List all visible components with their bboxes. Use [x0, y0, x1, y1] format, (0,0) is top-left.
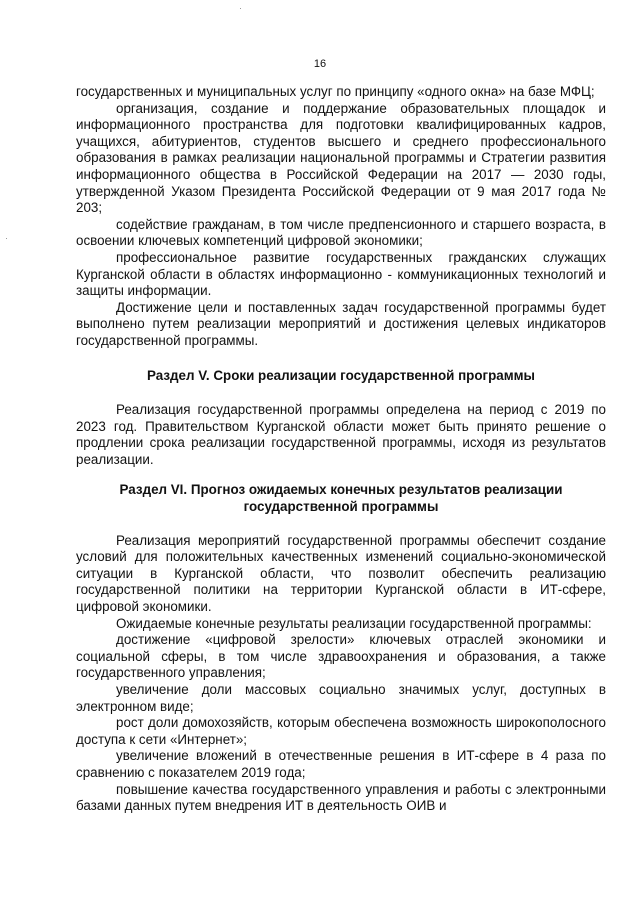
list-item: достижение «цифровой зрелости» ключевых отраслей экономики и социальной сферы, в том числе здравоохранения и образования, а также государственного управления; — [76, 632, 606, 681]
scan-speck — [240, 8, 241, 9]
section-heading: Раздел V. Сроки реализации государственной программы — [147, 367, 535, 383]
paragraph: организация, создание и поддержание образовательных площадок и информационного пространства для подготовки квалифицированных кадров, учащихся, абитуриентов, студентов высшего и среднего профессионального образования в рамках реализации национальной программы и Стратегии развития информационного общества в Российской Федерации на 2017 — 2030 годы, утвержденной Указом Президента Российской Федерации от 9 мая 2017 года № 203; — [76, 100, 606, 216]
paragraph: Достижение цели и поставленных задач государственной программы будет выполнено путем реализации мероприятий и достижения целевых индикаторов государственной программы. — [76, 299, 606, 348]
paragraph: содействие гражданам, в том числе предпенсионного и старшего возраста, в освоении ключевых компетенций цифровой экономики; — [76, 216, 606, 249]
list-item: рост доли домохозяйств, которым обеспечена возможность широкополосного доступа к сети «Интернет»; — [76, 715, 606, 747]
list-item: увеличение доли массовых социально значимых услуг, доступных в электронном виде; — [76, 682, 606, 714]
paragraph: Ожидаемые конечные результаты реализации государственной программы: — [116, 615, 592, 631]
section-heading-line-1: Раздел VI. Прогноз ожидаемых конечных результатов реализации — [119, 482, 563, 498]
section-heading-line-2: государственной программы — [243, 499, 439, 515]
scan-speck — [6, 238, 7, 239]
list-item: увеличение вложений в отечественные решения в ИТ-сфере в 4 раза по сравнению с показателем 2019 года; — [76, 748, 606, 780]
paragraph: государственных и муниципальных услуг по принципу «одного окна» на базе МФЦ; — [76, 84, 595, 99]
page-number: 16 — [313, 58, 327, 70]
document-body — [76, 84, 606, 815]
paragraph: профессиональное развитие государственных гражданских служащих Курганской области в областях информационно - коммуникационных технологий и защиты информации. — [76, 249, 606, 299]
list-item: повышение качества государственного управления и работы с электронными базами данных путем внедрения ИТ в деятельность ОИВ и — [76, 781, 606, 814]
paragraph: Реализация мероприятий государственной программы обеспечит создание условий для положительных качественных изменений социально-экономической ситуации в Курганской области, что позволит обеспечить реализацию государственной политики на территории Курганской области в ИТ-сфере, цифровой экономики. — [76, 532, 606, 615]
paragraph: Реализация государственной программы определена на период с 2019 по 2023 год. Правительством Курганской области может быть принято решение о продлении срока реализации государственной программы, исходя из результатов реализации. — [76, 402, 606, 467]
